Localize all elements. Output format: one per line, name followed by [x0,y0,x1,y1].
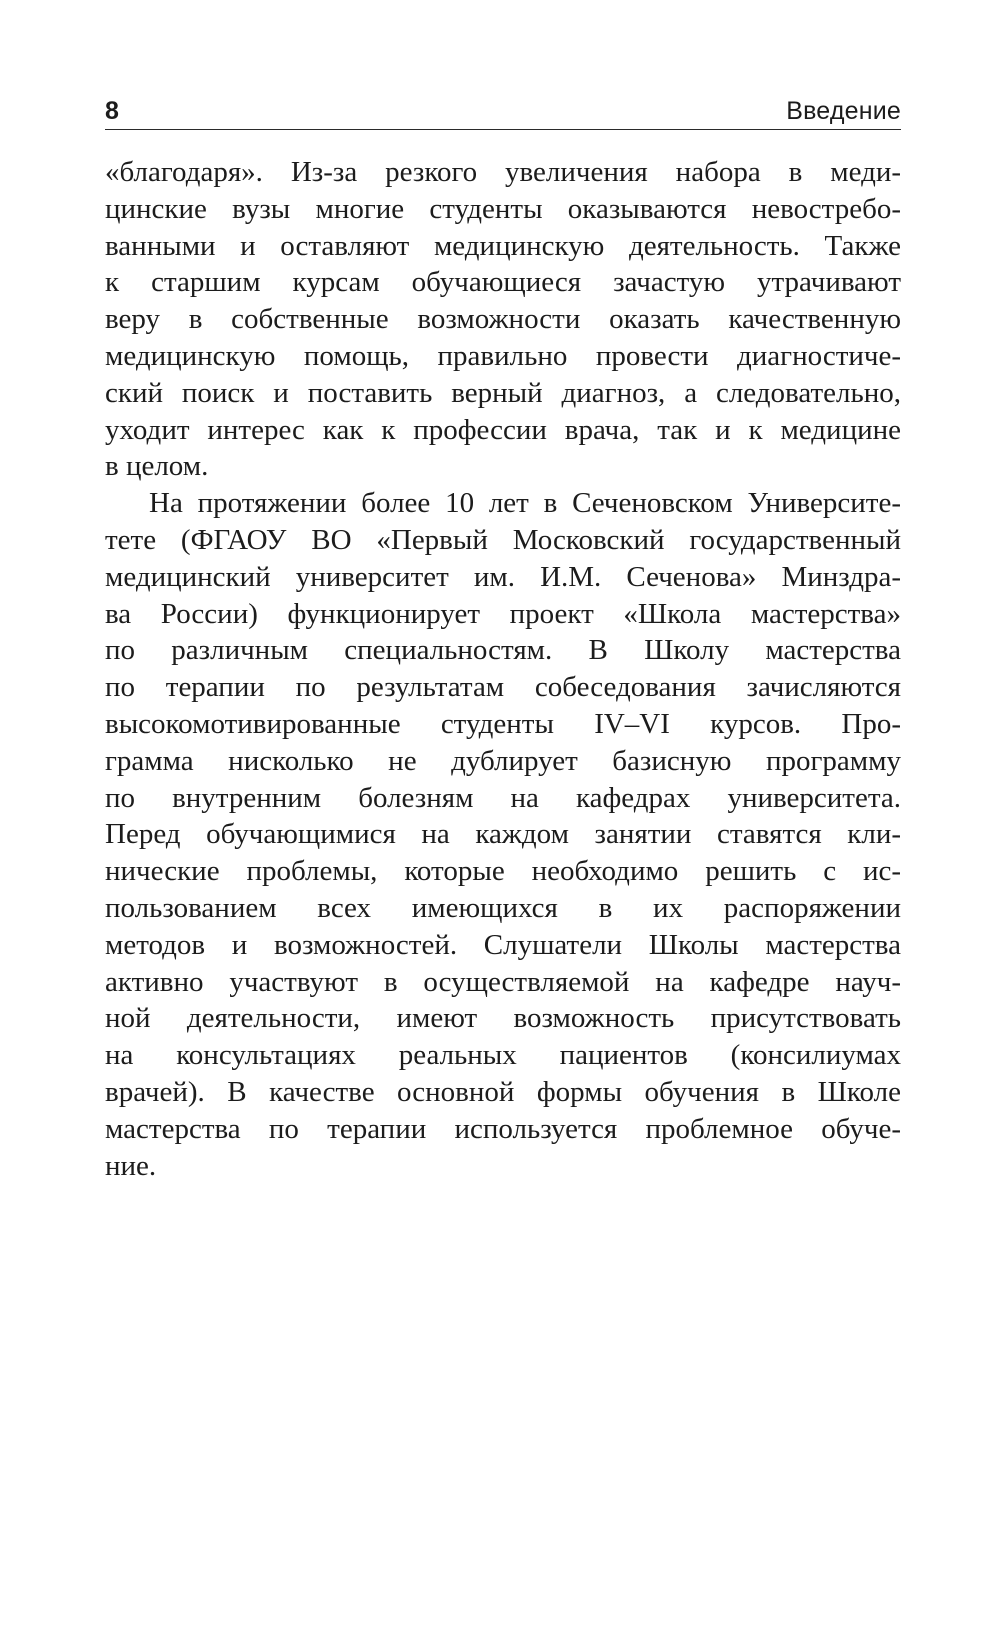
text-line: ванными и оставляют медицинскую деятельность. Также [105,229,901,262]
text-line: по терапии по результатам собеседования зачисляются [105,671,901,704]
page-number: 8 [105,97,119,125]
text-line: цинские вузы многие студенты оказываются невостребо- [105,192,901,225]
text-line: На протяжении более 10 лет в Сеченовском Университе- [149,487,901,520]
text-line: ский поиск и поставить верный диагноз, а следовательно, [105,376,901,409]
text-line: методов и возможностей. Слушатели Школы мастерства [105,928,901,961]
text-line: грамма нисколько не дублирует базисную программу [105,744,901,777]
text-line: врачей). В качестве основной формы обучения в Школе [105,1075,901,1108]
text-line: к старшим курсам обучающиеся зачастую утрачивают [105,266,901,299]
text-line: ние. [105,1149,157,1182]
text-line: ной деятельности, имеют возможность присутствовать [105,1002,901,1035]
text-line: «благодаря». Из-за резкого увеличения набора в меди- [105,156,901,188]
text-line: Перед обучающимися на каждом занятии ставятся кли- [105,818,901,851]
paragraph-2 [105,485,901,1184]
text-line: медицинскую помощь, правильно провести диагностиче- [105,339,901,372]
paragraph-1 [105,154,901,485]
text-line: веру в собственные возможности оказать качественную [105,303,901,336]
text-line: по различным специальностям. В Школу мастерства [105,634,901,667]
text-line: пользованием всех имеющихся в их распоряжении [105,891,901,924]
text-line: нические проблемы, которые необходимо решить с ис- [105,855,901,888]
book-page [105,95,901,1184]
text-line: на консультациях реальных пациентов (консилиумах [105,1039,901,1072]
text-line: мастерства по терапии используется проблемное обуче- [105,1112,901,1145]
text-line: в целом. [105,450,209,483]
text-line: активно участвуют в осуществляемой на кафедре науч- [105,965,901,998]
text-line: тете (ФГАОУ ВО «Первый Московский государственный [105,523,901,556]
section-title: Введение [786,97,901,125]
text-line: ва России) функционирует проект «Школа мастерства» [105,597,901,630]
text-line: по внутренним болезням на кафедрах университета. [105,781,901,814]
text-line: медицинский университет им. И.М. Сеченова» Минздра- [105,560,901,593]
text-line: высокомотивированные студенты IV–VI курсов. Про- [105,707,901,740]
text-line: уходит интерес как к профессии врача, так и к медицине [105,413,901,446]
running-head [105,95,901,130]
body-text [105,154,901,1184]
